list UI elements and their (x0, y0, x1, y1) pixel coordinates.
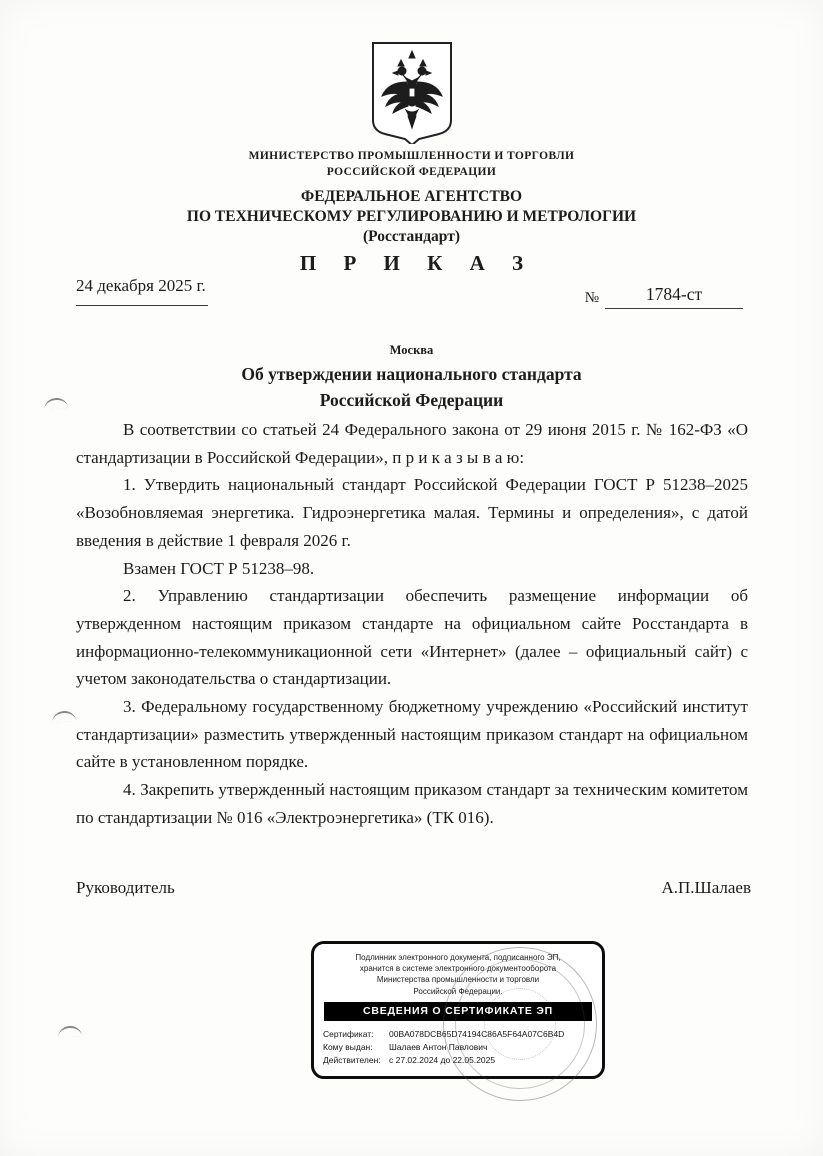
ministry-line1: МИНИСТЕРСТВО ПРОМЫШЛЕННОСТИ И ТОРГОВЛИ (248, 150, 575, 162)
agency-name (0, 187, 823, 247)
validity-label: Действителен: (323, 1055, 381, 1066)
document-type-heading: П Р И К А З (299, 251, 535, 275)
paragraph-item1: 1. Утвердить национальный стандарт Российской Федерации ГОСТ Р 51238–2025 «Возобновляемая энергетика. Гидроэнергетика малая. Термины и определения», с датой введения в действие 1 февраля 2026 г. (76, 475, 748, 550)
order-body (76, 416, 748, 832)
order-date: 24 декабря 2025 г. (76, 276, 206, 295)
validity-value: с 27.02.2024 до 22.05.2025 (389, 1055, 496, 1066)
order-title-line1: Об утверждении национального стандарта (241, 364, 582, 384)
paragraph-item4: 4. Закрепить утвержденный настоящим приказом стандарт за техническим комитетом по стандартизации № 016 «Электроэнергетика» (ТК 016). (76, 780, 748, 827)
stamp-header-text (323, 952, 593, 997)
russian-coat-of-arms-icon (362, 38, 462, 149)
certificate-details (323, 1028, 593, 1068)
pen-mark (58, 1026, 82, 1038)
signer-name: А.П.Шалаев (661, 878, 751, 897)
validity-row (323, 1054, 593, 1067)
city-label: Москва (389, 343, 434, 357)
stamp-head-line1: Подлинник электронного документа, подписанного ЭП, (355, 953, 561, 962)
certificate-number-row (323, 1028, 593, 1041)
issued-to-row (323, 1041, 593, 1054)
signer-position: Руководитель (76, 878, 175, 897)
agency-line1: ФЕДЕРАЛЬНОЕ АГЕНТСТВО (300, 188, 523, 205)
certificate-value: 00BA078DCB65D74194C86A5F64A07C6B4D (389, 1028, 565, 1039)
order-number: 1784-ст (605, 284, 743, 309)
pen-mark (52, 710, 77, 722)
ministry-line2: РОССИЙСКОЙ ФЕДЕРАЦИИ (326, 165, 497, 178)
certificate-info-band: СВЕДЕНИЯ О СЕРТИФИКАТЕ ЭП (324, 1002, 592, 1021)
paragraph-item2: 2. Управлению стандартизации обеспечить размещение информации об утвержденном настоящим приказом стандарте на официальном сайте Росстандарта в информационно-телекоммуникационной сети «Интернет» (далее – официальный сайт) с учетом законодательства о стандартизации. (76, 586, 748, 689)
certificate-label: Сертификат: (323, 1028, 374, 1039)
stamp-head-line2: хранится в системе электронного документооборота (359, 964, 557, 974)
paragraph-preamble: В соответствии со статьей 24 Федерального закона от 29 июня 2015 г. № 162-ФЗ «О стандартизации в Российской Федерации», п р и к а з ы в а ю: (76, 420, 748, 467)
issued-to-label: Кому выдан: (323, 1041, 373, 1052)
order-title-line2: Российской Федерации (319, 390, 504, 411)
ministry-name (0, 149, 823, 180)
electronic-signature-stamp (311, 941, 605, 1079)
paragraph-item3: 3. Федеральному государственному бюджетному учреждению «Российский институт стандартизации» разместить утвержденный настоящим приказом стандарт на официальном сайте в установленном порядке. (76, 697, 748, 772)
paragraph-replaces: Взамен ГОСТ Р 51238–98. (123, 558, 315, 578)
stamp-head-line3: Министерства промышленности и торговли (376, 975, 540, 985)
order-number-block (585, 284, 743, 309)
date-underline (76, 305, 208, 306)
agency-line2: ПО ТЕХНИЧЕСКОМУ РЕГУЛИРОВАНИЮ И МЕТРОЛОГИИ (186, 208, 637, 226)
order-title (0, 361, 823, 414)
order-date-block (76, 276, 208, 306)
issued-to-value: Шалаев Антон Павлович (389, 1041, 488, 1052)
signature-row (76, 878, 751, 898)
stamp-head-line4: Российской Федерации. (413, 986, 503, 996)
agency-line3: (Росстандарт) (362, 228, 461, 246)
number-sign: № (584, 290, 599, 306)
